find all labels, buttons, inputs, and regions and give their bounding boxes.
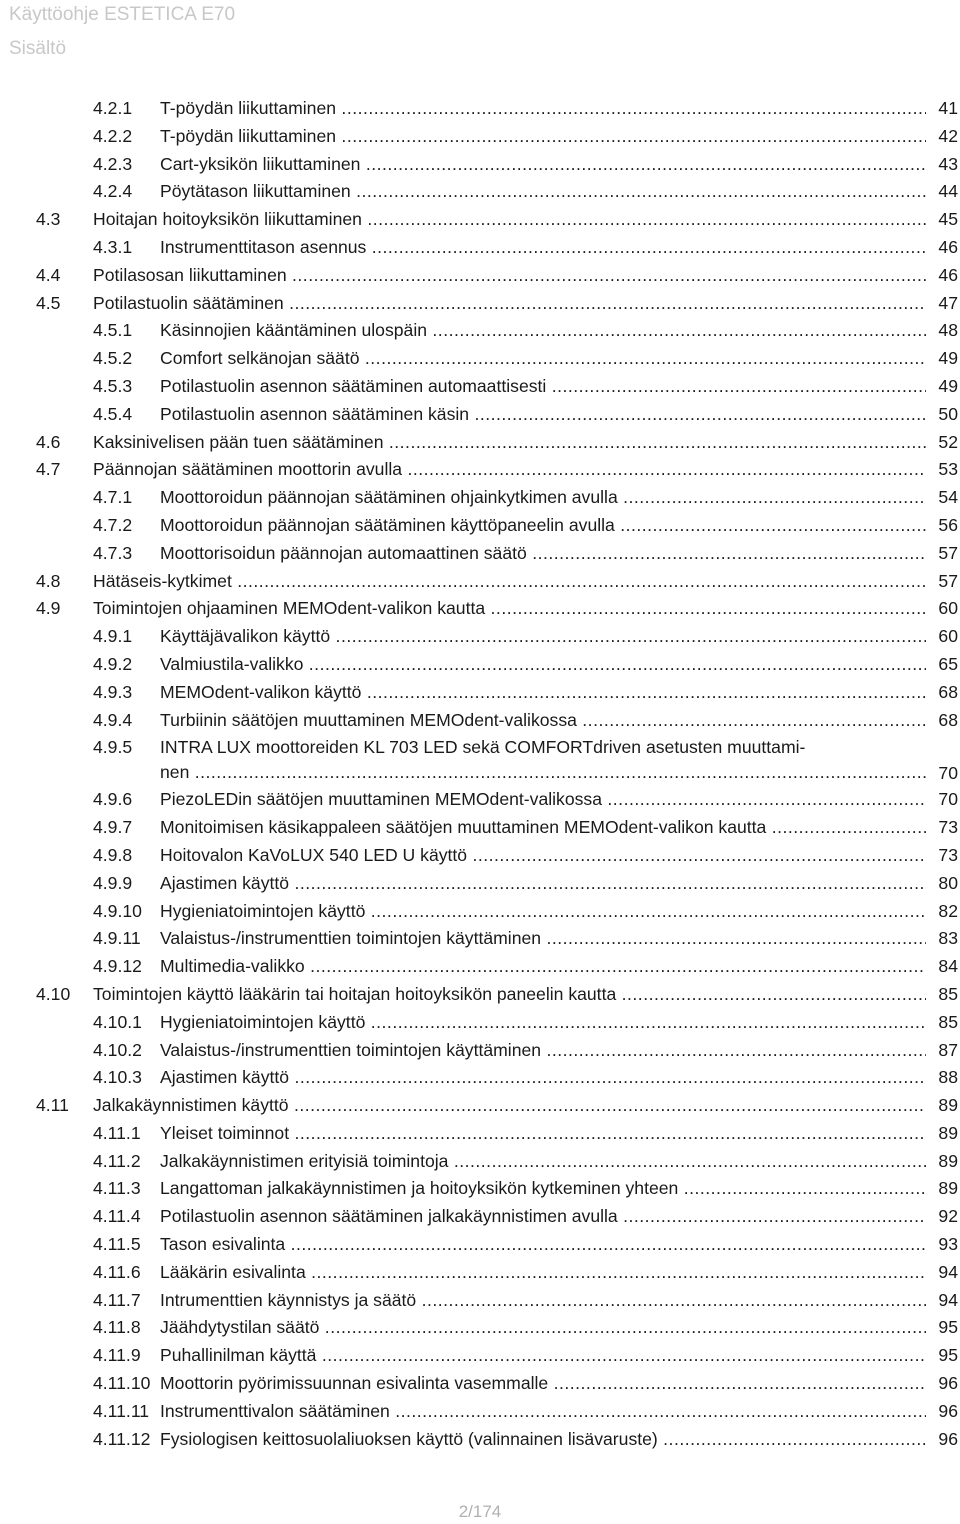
toc-entry[interactable] [0, 234, 960, 262]
toc-entry[interactable] [0, 1231, 960, 1259]
toc-entry[interactable] [0, 540, 960, 568]
toc-entry-number: 4.9.3 [93, 681, 133, 702]
toc-entry-title: Pöytätason liikuttaminen ..... [160, 178, 926, 206]
toc-entry-page: 89 [926, 1148, 958, 1176]
toc-entry[interactable] [0, 178, 960, 206]
toc-entry[interactable] [0, 1426, 960, 1454]
toc-entry[interactable] [0, 1120, 960, 1148]
toc-entry-page: 41 [926, 95, 958, 123]
toc-entry-title: Päännojan säätäminen moottorin avulla ..... [93, 456, 926, 484]
toc-entry-number: 4.11.12 [93, 1428, 151, 1449]
toc-entry[interactable] [0, 262, 960, 290]
toc-entry-title [160, 735, 926, 785]
toc-entry[interactable] [0, 317, 960, 345]
toc-entry-number: 4.9.10 [93, 900, 142, 921]
toc-entry-number: 4.5.4 [93, 403, 133, 424]
toc-entry[interactable] [0, 842, 960, 870]
toc-entry-page: 92 [926, 1203, 958, 1231]
toc-entry[interactable] [0, 1398, 960, 1426]
toc-entry-title: Turbiinin säätöjen muuttaminen MEMOdent-valikossa ..... [160, 707, 926, 735]
toc-entry-title: Jalkakäynnistimen käyttö ..... [93, 1092, 926, 1120]
toc-entry[interactable] [0, 898, 960, 926]
toc-entry-number: 4.9.6 [93, 789, 133, 810]
toc-entry-number: 4.9.11 [93, 928, 141, 949]
toc-entry[interactable] [0, 870, 960, 898]
toc-entry-number: 4.6 [36, 431, 61, 452]
toc-entry-number: 4.3 [36, 209, 61, 230]
toc-entry-page: 56 [926, 512, 958, 540]
toc-entry[interactable] [0, 925, 960, 953]
toc-entry-page: 44 [926, 178, 958, 206]
toc-entry-title: Moottorin pyörimissuunnan esivalinta vasemmalle ..... [160, 1370, 926, 1398]
toc-entry[interactable] [0, 568, 960, 596]
toc-entry[interactable] [0, 981, 960, 1009]
toc-entry[interactable] [0, 1092, 960, 1120]
toc-entry-title: Potilastuolin asennon säätäminen käsin ..... [160, 401, 926, 429]
toc-entry-page: 83 [926, 925, 958, 953]
toc-entry[interactable] [0, 786, 960, 814]
toc-entry-number: 4.5.3 [93, 375, 133, 396]
toc-entry-title: Hätäseis-kytkimet ..... [93, 568, 926, 596]
toc-entry-title: Potilastuolin asennon säätäminen automaattisesti ..... [160, 373, 926, 401]
toc-entry-number: 4.9.8 [93, 844, 133, 865]
toc-entry[interactable] [0, 1287, 960, 1315]
toc-entry-title: Toimintojen käyttö lääkärin tai hoitajan hoitoyksikön paneelin kautta ..... [93, 981, 926, 1009]
toc-entry-page: 85 [926, 1009, 958, 1037]
toc-entry-number: 4.10.1 [93, 1011, 142, 1032]
toc-entry-title: Käsinnojien kääntäminen ulospäin ..... [160, 317, 926, 345]
toc-entry-page: 96 [926, 1370, 958, 1398]
toc-entry[interactable] [0, 1175, 960, 1203]
toc-entry-number: 4.10.2 [93, 1039, 142, 1060]
toc-entry-title: MEMOdent-valikon käyttö ..... [160, 679, 926, 707]
toc-entry-title: Instrumenttivalon säätäminen ..... [160, 1398, 926, 1426]
toc-entry-page: 68 [926, 707, 958, 735]
toc-entry-number: 4.3.1 [93, 236, 133, 257]
toc-entry-title: Fysiologisen keittosuolaliuoksen käyttö (valinnainen lisävaruste) ..... [160, 1426, 926, 1454]
toc-entry-page: 93 [926, 1231, 958, 1259]
toc-entry-number: 4.9.5 [93, 737, 133, 758]
toc-entry-page: 52 [926, 429, 958, 457]
toc-entry[interactable] [0, 1259, 960, 1287]
toc-entry[interactable] [0, 151, 960, 179]
toc-entry-title: Langattoman jalkakäynnistimen ja hoitoyksikön kytkeminen yhteen ..... [160, 1175, 926, 1203]
toc-entry[interactable] [0, 1037, 960, 1065]
toc-entry-number: 4.9.2 [93, 653, 133, 674]
toc-entry-title: PiezoLEDin säätöjen muuttaminen MEMOdent-valikossa ..... [160, 786, 926, 814]
toc-entry-page: 94 [926, 1287, 958, 1315]
toc-entry[interactable] [0, 123, 960, 151]
toc-entry[interactable] [0, 595, 960, 623]
toc-entry[interactable] [0, 456, 960, 484]
toc-entry-title: Monitoimisen käsikappaleen säätöjen muuttaminen MEMOdent-valikon kautta ..... [160, 814, 926, 842]
toc-entry-title: Hoitajan hoitoyksikön liikuttaminen ..... [93, 206, 926, 234]
toc-entry-number: 4.11.8 [93, 1317, 141, 1338]
table-of-contents [0, 95, 960, 1453]
toc-entry[interactable] [0, 953, 960, 981]
toc-entry-title: Instrumenttitason asennus ..... [160, 234, 926, 262]
toc-entry[interactable] [0, 1342, 960, 1370]
toc-entry[interactable] [0, 679, 960, 707]
toc-entry[interactable] [0, 512, 960, 540]
toc-entry-page: 60 [926, 595, 958, 623]
toc-entry-number: 4.7 [36, 459, 61, 480]
toc-entry-number: 4.11.10 [93, 1373, 151, 1394]
toc-entry-page: 46 [926, 262, 958, 290]
toc-entry-page: 88 [926, 1064, 958, 1092]
toc-entry[interactable] [0, 345, 960, 373]
toc-entry-title: Moottorisoidun päännojan automaattinen säätö ..... [160, 540, 926, 568]
toc-entry-number: 4.2.3 [93, 153, 133, 174]
toc-entry-page: 73 [926, 842, 958, 870]
toc-entry-number: 4.11.4 [93, 1206, 141, 1227]
toc-entry-number: 4.9.9 [93, 872, 133, 893]
toc-entry-number: 4.11.9 [93, 1345, 141, 1366]
toc-entry-number: 4.9.12 [93, 956, 142, 977]
toc-entry-page: 46 [926, 234, 958, 262]
toc-entry[interactable] [0, 373, 960, 401]
toc-entry-title: Jalkakäynnistimen erityisiä toimintoja ..... [160, 1148, 926, 1176]
toc-entry-number: 4.9 [36, 598, 61, 619]
toc-entry-number: 4.11.1 [93, 1122, 141, 1143]
toc-entry-title: Valmiustila-valikko ..... [160, 651, 926, 679]
toc-entry-page: 80 [926, 870, 958, 898]
toc-entry-title: Moottoroidun päännojan säätäminen ohjainkytkimen avulla ..... [160, 484, 926, 512]
toc-entry-page: 89 [926, 1092, 958, 1120]
toc-entry-page: 70 [926, 760, 958, 788]
toc-entry-page: 57 [926, 540, 958, 568]
toc-entry-title: Jäähdytystilan säätö ..... [160, 1314, 926, 1342]
toc-entry-title: Tason esivalinta ..... [160, 1231, 926, 1259]
toc-entry-page: 94 [926, 1259, 958, 1287]
toc-entry-page: 60 [926, 623, 958, 651]
toc-entry-number: 4.11.2 [93, 1150, 141, 1171]
toc-entry-page: 54 [926, 484, 958, 512]
toc-entry[interactable] [0, 1370, 960, 1398]
toc-entry-number: 4.7.3 [93, 542, 133, 563]
toc-entry-title: Lääkärin esivalinta ..... [160, 1259, 926, 1287]
toc-entry-title: Potilastuolin asennon säätäminen jalkakäynnistimen avulla ..... [160, 1203, 926, 1231]
toc-entry-number: 4.11.3 [93, 1178, 141, 1199]
toc-entry-page: 45 [926, 206, 958, 234]
toc-entry-title: Potilasosan liikuttaminen ..... [93, 262, 926, 290]
toc-entry-number: 4.5.2 [93, 348, 133, 369]
toc-entry-title-line1: INTRA LUX moottoreiden KL 703 LED sekä COMFORTdriven asetusten muuttami- [160, 737, 806, 758]
toc-entry-title: Potilastuolin säätäminen ..... [93, 290, 926, 318]
toc-entry-number: 4.2.2 [93, 125, 133, 146]
toc-entry-number: 4.10.3 [93, 1067, 142, 1088]
toc-entry-title-line2: nen ..... [160, 760, 926, 785]
toc-entry-title: Ajastimen käyttö ..... [160, 870, 926, 898]
toc-entry-number: 4.9.7 [93, 817, 133, 838]
toc-entry[interactable] [0, 290, 960, 318]
toc-entry-number: 4.7.2 [93, 514, 133, 535]
toc-entry-page: 43 [926, 151, 958, 179]
toc-entry-page: 49 [926, 345, 958, 373]
toc-entry-number: 4.2.1 [93, 98, 133, 118]
section-title: Sisältö [9, 38, 67, 59]
toc-entry[interactable] [0, 707, 960, 735]
toc-entry[interactable] [0, 206, 960, 234]
toc-entry-title: Yleiset toiminnot ..... [160, 1120, 926, 1148]
toc-entry-page: 53 [926, 456, 958, 484]
toc-entry[interactable] [0, 1064, 960, 1092]
toc-entry-title: Ajastimen käyttö ..... [160, 1064, 926, 1092]
toc-entry-title: Puhallinilman käyttä ..... [160, 1342, 926, 1370]
toc-entry[interactable] [0, 95, 960, 123]
toc-entry-title: Comfort selkänojan säätö ..... [160, 345, 926, 373]
toc-entry-page: 57 [926, 568, 958, 596]
toc-entry-number: 4.2.4 [93, 181, 133, 202]
toc-entry-page: 89 [926, 1175, 958, 1203]
toc-entry-title: Moottoroidun päännojan säätäminen käyttöpaneelin avulla ..... [160, 512, 926, 540]
toc-entry-number: 4.11.11 [93, 1400, 150, 1421]
toc-entry-title: Hygieniatoimintojen käyttö ..... [160, 1009, 926, 1037]
toc-entry-page: 89 [926, 1120, 958, 1148]
toc-entry-title: T-pöydän liikuttaminen ..... [160, 95, 926, 123]
toc-entry[interactable] [0, 429, 960, 457]
toc-entry[interactable] [0, 1314, 960, 1342]
toc-entry[interactable] [0, 1148, 960, 1176]
toc-entry-title: Kaksinivelisen pään tuen säätäminen ..... [93, 429, 926, 457]
toc-entry-number: 4.5.1 [93, 320, 133, 341]
toc-entry-number: 4.9.4 [93, 709, 133, 730]
toc-entry[interactable] [0, 734, 960, 786]
toc-entry-page: 70 [926, 786, 958, 814]
toc-entry-page: 50 [926, 401, 958, 429]
toc-entry[interactable] [0, 1009, 960, 1037]
toc-entry-title: Valaistus-/instrumenttien toimintojen käyttäminen ..... [160, 925, 926, 953]
toc-entry-page: 42 [926, 123, 958, 151]
toc-entry-page: 82 [926, 898, 958, 926]
toc-entry-page: 96 [926, 1426, 958, 1454]
page-indicator: 2/174 [458, 1502, 502, 1521]
toc-entry[interactable] [0, 1203, 960, 1231]
toc-entry-number: 4.11.6 [93, 1261, 141, 1282]
toc-entry-page: 47 [926, 290, 958, 318]
document-title: Käyttöohje ESTETICA E70 [9, 4, 236, 25]
toc-entry-page: 73 [926, 814, 958, 842]
toc-entry-number: 4.5 [36, 292, 61, 313]
toc-entry[interactable] [0, 623, 960, 651]
toc-entry[interactable] [0, 484, 960, 512]
toc-entry-title: Toimintojen ohjaaminen MEMOdent-valikon kautta ..... [93, 595, 926, 623]
toc-entry-number: 4.4 [36, 264, 61, 285]
toc-entry-title: Hoitovalon KaVoLUX 540 LED U käyttö ..... [160, 842, 926, 870]
toc-entry-number: 4.9.1 [93, 626, 133, 647]
toc-entry-number: 4.7.1 [93, 487, 133, 508]
toc-entry-number: 4.11.7 [93, 1289, 141, 1310]
toc-entry-page: 96 [926, 1398, 958, 1426]
toc-entry-page: 95 [926, 1314, 958, 1342]
toc-entry[interactable] [0, 401, 960, 429]
toc-entry-title: Intrumenttien käynnistys ja säätö ..... [160, 1287, 926, 1315]
toc-entry-page: 87 [926, 1037, 958, 1065]
toc-entry-title: Valaistus-/instrumenttien toimintojen käyttäminen ..... [160, 1037, 926, 1065]
toc-entry-page: 65 [926, 651, 958, 679]
toc-entry-page: 85 [926, 981, 958, 1009]
toc-entry-number: 4.11 [36, 1095, 69, 1116]
toc-entry-page: 48 [926, 317, 958, 345]
toc-entry-page: 68 [926, 679, 958, 707]
toc-entry-number: 4.11.5 [93, 1234, 141, 1255]
toc-entry-number: 4.10 [36, 983, 71, 1004]
toc-entry-page: 95 [926, 1342, 958, 1370]
toc-entry[interactable] [0, 814, 960, 842]
toc-entry-page: 49 [926, 373, 958, 401]
toc-entry[interactable] [0, 651, 960, 679]
toc-entry-title: T-pöydän liikuttaminen ..... [160, 123, 926, 151]
toc-entry-number: 4.8 [36, 570, 61, 591]
toc-entry-title: Hygieniatoimintojen käyttö ..... [160, 898, 926, 926]
toc-entry-title: Käyttäjävalikon käyttö ..... [160, 623, 926, 651]
toc-entry-title: Cart-yksikön liikuttaminen ..... [160, 151, 926, 179]
toc-entry-title: Multimedia-valikko ..... [160, 953, 926, 981]
toc-entry-page: 84 [926, 953, 958, 981]
